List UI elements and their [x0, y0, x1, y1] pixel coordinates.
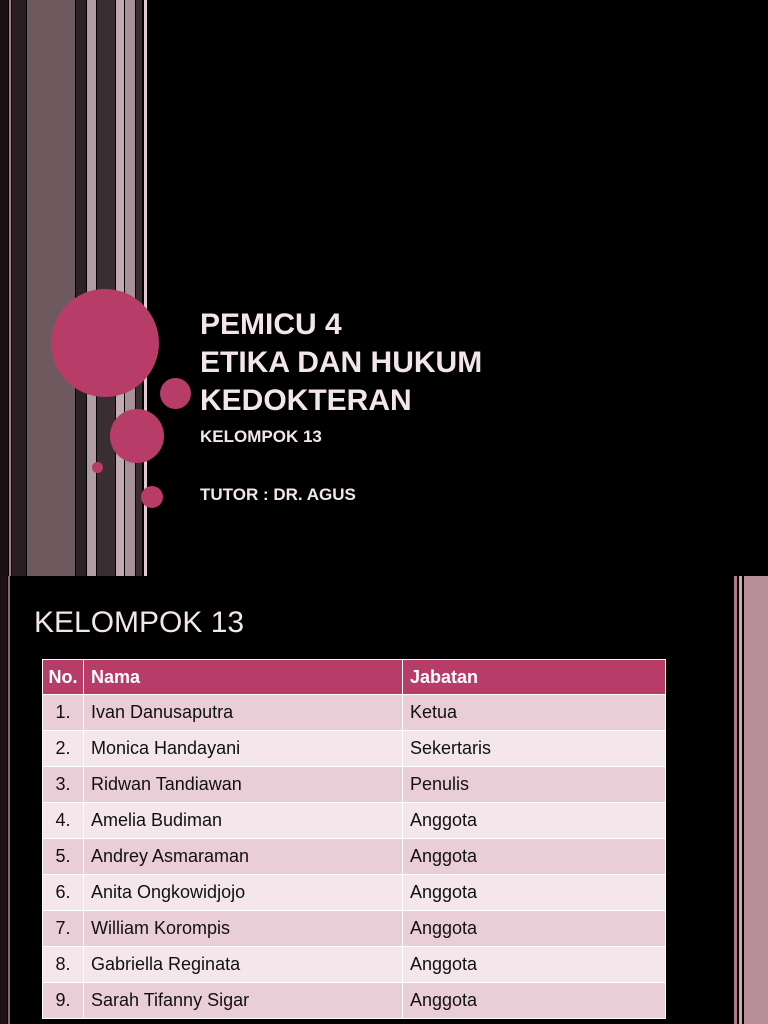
- header-nama: Nama: [84, 660, 403, 695]
- cell-nama: Amelia Budiman: [84, 803, 403, 839]
- cell-no: 6.: [43, 875, 84, 911]
- table-row: [43, 839, 666, 875]
- cell-nama: Ivan Danusaputra: [84, 695, 403, 731]
- table-row: [43, 911, 666, 947]
- decor-stripe: [27, 0, 75, 576]
- decor-stripe: [9, 0, 11, 576]
- decor-stripe: [0, 0, 8, 576]
- decor-stripe: [0, 576, 7, 1024]
- title-line: PEMICU 4: [200, 308, 342, 341]
- cell-no: 8.: [43, 947, 84, 983]
- cell-nama: William Korompis: [84, 911, 403, 947]
- slide-title: [200, 306, 482, 420]
- decor-circle-small: [141, 486, 163, 508]
- decor-stripe: [734, 576, 737, 1024]
- header-no: No.: [43, 660, 84, 695]
- decor-circle-tiny: [92, 462, 103, 473]
- decor-stripe: [116, 0, 124, 576]
- decor-stripe: [125, 0, 135, 576]
- table-row: [43, 947, 666, 983]
- members-table: [42, 659, 666, 1019]
- decor-stripe: [12, 0, 26, 576]
- cell-no: 3.: [43, 767, 84, 803]
- group-label: KELOMPOK 13: [200, 427, 322, 446]
- cell-nama: Monica Handayani: [84, 731, 403, 767]
- header-jabatan: Jabatan: [403, 660, 666, 695]
- table-row: [43, 695, 666, 731]
- cell-nama: Ridwan Tandiawan: [84, 767, 403, 803]
- cell-jabatan: Anggota: [403, 875, 666, 911]
- cell-nama: Sarah Tifanny Sigar: [84, 983, 403, 1019]
- table-row: [43, 983, 666, 1019]
- cell-no: 1.: [43, 695, 84, 731]
- tutor-label: TUTOR : DR. AGUS: [200, 485, 356, 504]
- cell-jabatan: Anggota: [403, 947, 666, 983]
- cell-no: 9.: [43, 983, 84, 1019]
- table-row: [43, 875, 666, 911]
- cell-jabatan: Anggota: [403, 983, 666, 1019]
- cell-nama: Andrey Asmaraman: [84, 839, 403, 875]
- decor-stripe: [739, 576, 742, 1024]
- cell-jabatan: Ketua: [403, 695, 666, 731]
- cell-nama: Anita Ongkowidjojo: [84, 875, 403, 911]
- table-row: [43, 731, 666, 767]
- table-header-row: [43, 660, 666, 695]
- table-row: [43, 803, 666, 839]
- members-slide: [0, 576, 768, 1024]
- decor-circle-small: [160, 378, 191, 409]
- decor-stripe: [136, 0, 142, 576]
- cell-no: 4.: [43, 803, 84, 839]
- title-line: KEDOKTERAN: [200, 384, 412, 417]
- decor-circle-large: [51, 289, 159, 397]
- slide-title: KELOMPOK 13: [34, 606, 245, 639]
- cell-jabatan: Anggota: [403, 911, 666, 947]
- cell-jabatan: Anggota: [403, 839, 666, 875]
- cell-nama: Gabriella Reginata: [84, 947, 403, 983]
- cell-no: 2.: [43, 731, 84, 767]
- cell-no: 7.: [43, 911, 84, 947]
- cell-no: 5.: [43, 839, 84, 875]
- title-line: ETIKA DAN HUKUM: [200, 346, 483, 379]
- decor-circle-medium: [110, 409, 164, 463]
- table-row: [43, 767, 666, 803]
- decor-stripe: [744, 576, 768, 1024]
- cell-jabatan: Anggota: [403, 803, 666, 839]
- decor-stripe: [76, 0, 86, 576]
- decor-stripe: [8, 576, 10, 1024]
- cell-jabatan: Penulis: [403, 767, 666, 803]
- decor-stripe: [97, 0, 115, 576]
- cell-jabatan: Sekertaris: [403, 731, 666, 767]
- decor-stripe: [87, 0, 96, 576]
